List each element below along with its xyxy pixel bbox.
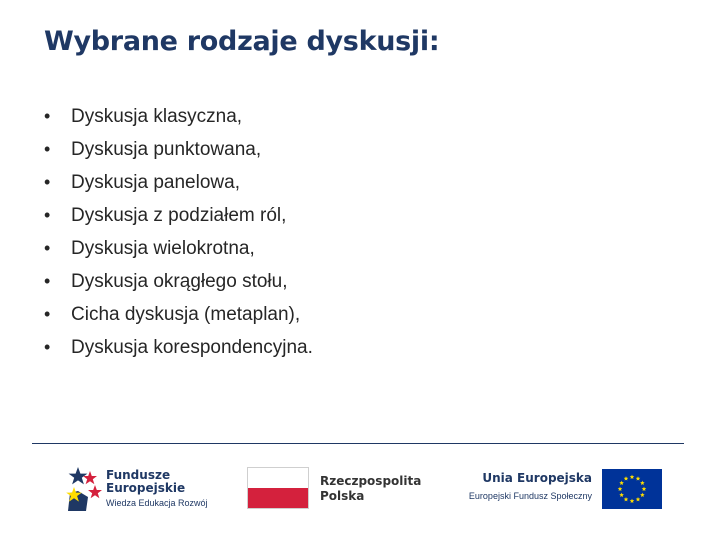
bullet-list xyxy=(44,100,313,364)
unia-europejska-logo xyxy=(458,467,662,513)
list-item-text: Dyskusja korespondencyjna. xyxy=(71,336,313,358)
fundusze-subtitle: Wiedza Edukacja Rozwój xyxy=(106,498,208,508)
eu-star-icon xyxy=(630,499,635,503)
list-item-text: Dyskusja punktowana, xyxy=(71,138,262,160)
eu-star-icon xyxy=(636,476,641,480)
polish-flag-icon xyxy=(247,467,309,509)
rzeczpospolita-logo xyxy=(247,467,447,513)
list-item xyxy=(44,100,313,133)
eu-flag-icon xyxy=(602,469,662,509)
eu-star-icon xyxy=(619,493,624,497)
list-item-text: Dyskusja panelowa, xyxy=(71,171,240,193)
eu-star-icon xyxy=(630,475,635,479)
bullet-icon: • xyxy=(44,271,51,291)
fundusze-line1: Fundusze xyxy=(106,468,171,482)
eu-star-icon xyxy=(640,493,645,497)
bullet-icon: • xyxy=(44,139,51,159)
list-item xyxy=(44,331,313,364)
eu-star-icon xyxy=(624,476,629,480)
unia-name: Unia Europejska xyxy=(482,471,592,485)
list-item-text: Dyskusja z podziałem ról, xyxy=(71,204,287,226)
list-item xyxy=(44,265,313,298)
rzeczpospolita-line1: Rzeczpospolita xyxy=(320,474,422,488)
eu-star-icon xyxy=(636,497,641,501)
fundusze-europejskie-logo xyxy=(64,461,214,517)
slide-title: Wybrane rodzaje dyskusji: xyxy=(44,26,440,57)
list-item xyxy=(44,232,313,265)
bullet-icon: • xyxy=(44,304,51,324)
list-item-text: Dyskusja klasyczna, xyxy=(71,105,243,127)
eu-star-icon xyxy=(642,487,647,491)
unia-subtitle: Europejski Fundusz Społeczny xyxy=(468,491,592,501)
bullet-icon: • xyxy=(44,337,51,357)
footer-divider xyxy=(32,443,684,444)
rzeczpospolita-line2: Polska xyxy=(320,489,365,503)
eu-star-icon xyxy=(619,481,624,485)
list-item-text: Dyskusja wielokrotna, xyxy=(71,237,255,259)
list-item xyxy=(44,133,313,166)
bullet-icon: • xyxy=(44,205,51,225)
list-item xyxy=(44,298,313,331)
list-item xyxy=(44,199,313,232)
footer-logos xyxy=(0,455,720,525)
bullet-icon: • xyxy=(44,238,51,258)
eu-star-icon xyxy=(618,487,623,491)
fundusze-star-icon xyxy=(64,463,104,513)
eu-star-icon xyxy=(624,497,629,501)
list-item xyxy=(44,166,313,199)
list-item-text: Dyskusja okrągłego stołu, xyxy=(71,270,288,292)
bullet-icon: • xyxy=(44,172,51,192)
eu-star-icon xyxy=(640,481,645,485)
fundusze-line2: Europejskie xyxy=(106,481,186,495)
list-item-text: Cicha dyskusja (metaplan), xyxy=(71,303,301,325)
bullet-icon: • xyxy=(44,106,51,126)
